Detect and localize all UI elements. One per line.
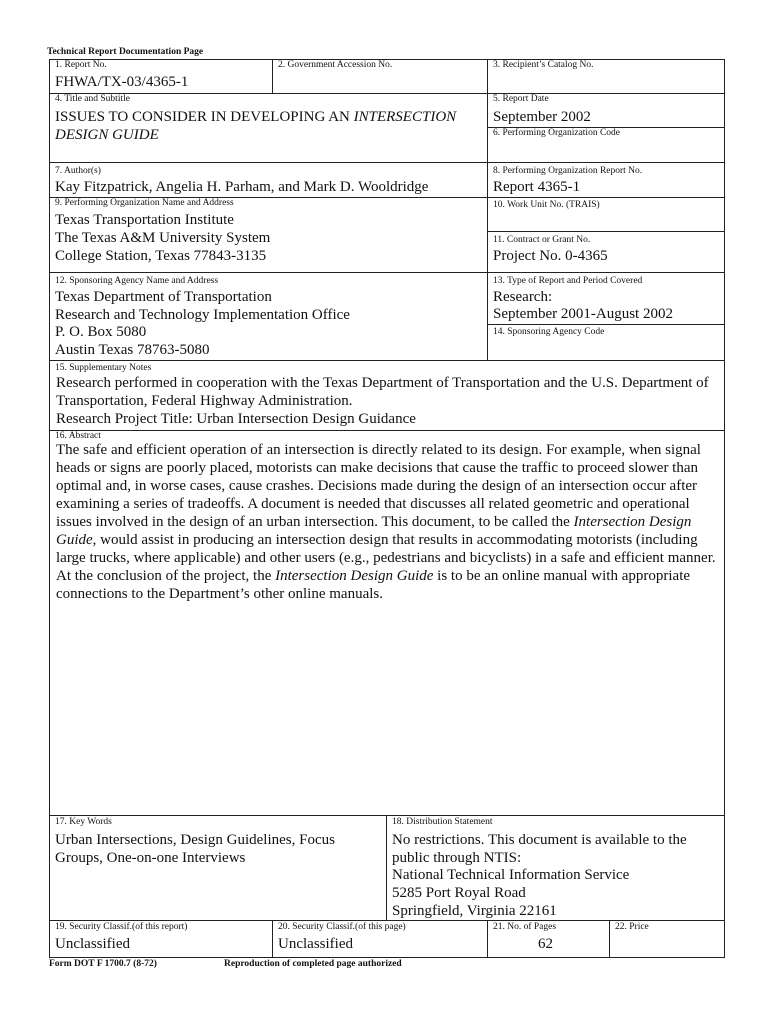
key-words-line-1: Urban Intersections, Design Guidelines, Focus [55, 832, 335, 848]
reproduction-note: Reproduction of completed page authorized [224, 959, 402, 969]
report-type-label: 13. Type of Report and Period Covered [493, 276, 643, 286]
authors-cell [49, 162, 487, 197]
work-unit-label: 10. Work Unit No. (TRAIS) [493, 200, 600, 210]
abstract-text [56, 441, 722, 603]
distribution-line-1: No restrictions. This document is available to the [392, 832, 687, 848]
sponsor-line-4: Austin Texas 78763-5080 [55, 342, 210, 358]
report-type-line-1: Research: [493, 289, 553, 305]
report-no-label: 1. Report No. [55, 60, 107, 70]
report-type-line-2: September 2001-August 2002 [493, 306, 673, 322]
distribution-line-5: Springfield, Virginia 22161 [392, 903, 557, 919]
sponsor-label: 12. Sponsoring Agency Name and Address [55, 276, 219, 286]
price-cell [609, 920, 724, 957]
supp-notes [56, 374, 722, 428]
contract-value: Project No. 0-4365 [493, 248, 608, 264]
title-line-1-italic: INTERSECTION [353, 109, 457, 125]
form-number: Form DOT F 1700.7 (8-72) [49, 959, 157, 969]
perf-org-line-1: Texas Transportation Institute [55, 212, 234, 228]
report-no-cell [49, 59, 272, 93]
recipient-catalog-cell [487, 59, 724, 93]
title-cell [49, 93, 487, 162]
sponsor-line-3: P. O. Box 5080 [55, 324, 147, 340]
perf-org-code-cell [487, 127, 724, 162]
sponsor-code-cell [487, 324, 724, 360]
report-date-value: September 2002 [493, 109, 591, 125]
perf-org-line-3: College Station, Texas 77843-3135 [55, 248, 267, 264]
abstract-italic-1: Intersection Design Guide [56, 514, 692, 548]
distribution-line-2: public through NTIS: [392, 850, 522, 866]
perf-org-line-2: The Texas A&M University System [55, 230, 271, 246]
sponsor-code-label: 14. Sponsoring Agency Code [493, 327, 605, 337]
contract-cell [487, 231, 724, 272]
work-unit-cell [487, 197, 724, 231]
supp-notes-label: 15. Supplementary Notes [55, 363, 152, 373]
security-report-value: Unclassified [55, 936, 130, 952]
contract-label: 11. Contract or Grant No. [493, 235, 591, 245]
perf-org-code-label: 6. Performing Organization Code [493, 128, 620, 138]
abstract-part-2: , would assist in producing an intersection design that results in accommodating motorists (including large trucks, where applicable) and other users (e.g., pedestrians and bicyclists) in a safe and efficient manner. At the conclusion of the project, the [56, 532, 716, 584]
abstract-part-3: is to be an online manual with appropriate connections to the Department’s other online manuals. [56, 568, 691, 602]
supp-notes-line-1: Research performed in cooperation with the Texas Department of Transportation and the U.S. Department of [56, 375, 709, 391]
perf-org-report-label: 8. Performing Organization Report No. [493, 166, 643, 176]
security-page-label: 20. Security Classif.(of this page) [278, 922, 406, 932]
authors-value: Kay Fitzpatrick, Angelia H. Parham, and Mark D. Wooldridge [55, 179, 429, 195]
recipient-catalog-label: 3. Recipient’s Catalog No. [493, 60, 594, 70]
perf-org-report-value: Report 4365-1 [493, 179, 581, 195]
supp-notes-line-3: Research Project Title: Urban Intersection Design Guidance [56, 411, 416, 427]
num-pages-label: 21. No. of Pages [493, 922, 557, 932]
key-words-label: 17. Key Words [55, 817, 112, 827]
key-words-line-2: Groups, One-on-one Interviews [55, 850, 246, 866]
abstract-italic-2: Intersection Design Guide [275, 568, 434, 584]
distribution-cell [386, 815, 724, 920]
authors-label: 7. Author(s) [55, 166, 101, 176]
gov-accession-label: 2. Government Accession No. [278, 60, 393, 70]
title-line-1-text: ISSUES TO CONSIDER IN DEVELOPING AN [55, 109, 354, 125]
report-no-value: FHWA/TX-03/4365-1 [55, 74, 189, 90]
supp-notes-line-2: Transportation, Federal Highway Administration. [56, 393, 353, 409]
num-pages-cell [487, 920, 609, 957]
distribution-line-4: 5285 Port Royal Road [392, 885, 526, 901]
security-report-cell [49, 920, 272, 957]
report-date-cell [487, 93, 724, 127]
title-label: 4. Title and Subtitle [55, 94, 130, 104]
security-report-label: 19. Security Classif.(of this report) [55, 922, 188, 932]
abstract-part-1: The safe and efficient operation of an intersection is directly related to its design. For example, when signal heads or signs are poorly placed, motorists can make decisions that cause the traffic to proceed slower than optimal and, in worse cases, cause crashes. Decisions made during the design of an intersection occur after examining a series of tradeoffs. A document is needed that discusses all related geometric and operational issues involved in the design of an urban intersection. This document, to be called the [56, 442, 701, 530]
title-line-1 [55, 108, 456, 126]
num-pages-value: 62 [538, 936, 553, 952]
report-type-cell [487, 272, 724, 324]
security-page-value: Unclassified [278, 936, 353, 952]
key-words-cell [49, 815, 386, 920]
title-line-2: DESIGN GUIDE [55, 127, 159, 143]
perf-org-cell [49, 197, 487, 272]
distribution-line-3: National Technical Information Service [392, 867, 630, 883]
gov-accession-cell [272, 59, 487, 93]
perf-org-report-cell [487, 162, 724, 197]
price-label: 22. Price [615, 922, 649, 932]
sponsor-line-2: Research and Technology Implementation Office [55, 307, 350, 323]
perf-org-label: 9. Performing Organization Name and Address [55, 198, 234, 208]
report-date-label: 5. Report Date [493, 94, 549, 104]
distribution-label: 18. Distribution Statement [392, 817, 493, 827]
sponsor-line-1: Texas Department of Transportation [55, 289, 272, 305]
security-page-cell [272, 920, 487, 957]
abstract-label: 16. Abstract [55, 431, 101, 441]
page-header: Technical Report Documentation Page [47, 47, 204, 57]
sponsor-cell [49, 272, 487, 360]
